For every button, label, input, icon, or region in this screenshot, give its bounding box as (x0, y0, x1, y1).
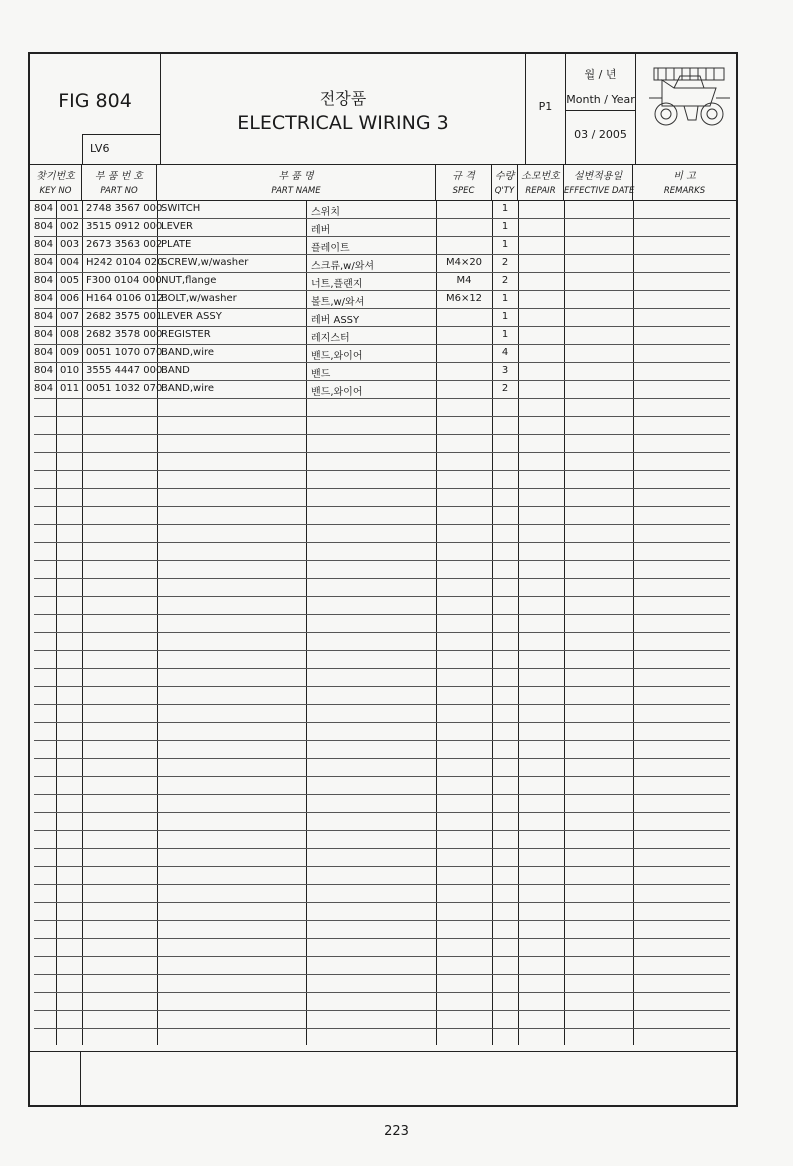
grid-hline (34, 866, 730, 867)
table-row (30, 218, 736, 236)
grid-hline (34, 578, 730, 579)
row-key: 006 (60, 293, 80, 304)
table-row (30, 236, 736, 254)
row-part-no: 2682 3575 001 (86, 311, 163, 322)
row-spec: M6×12 (445, 293, 483, 304)
row-fig: 804 (34, 221, 54, 232)
col-key (30, 164, 82, 200)
row-name-en: BAND (161, 365, 190, 376)
table-row (30, 254, 736, 272)
row-name-ko: 밴드,와이어 (311, 351, 363, 362)
col-name (157, 164, 436, 200)
grid-hline (34, 938, 730, 939)
grid-hline (34, 848, 730, 849)
row-qty: 2 (501, 275, 509, 286)
col-remarks (633, 164, 736, 200)
row-fig: 804 (34, 257, 54, 268)
row-name-ko: 스위치 (311, 207, 340, 218)
date-cell (566, 54, 636, 164)
row-part-no: 3555 4447 000 (86, 365, 163, 376)
col-repair-ko: 소모번호 (521, 171, 560, 182)
row-name-ko: 레지스터 (311, 333, 350, 344)
row-part-no: 2748 3567 000 (86, 203, 163, 214)
column-headers (30, 164, 736, 201)
date-label-english: Month / Year (566, 93, 635, 106)
col-name-ko: 부 품 명 (278, 171, 314, 182)
row-part-no: 2682 3578 000 (86, 329, 163, 340)
grid-hline (34, 902, 730, 903)
row-part-no: 2673 3563 002 (86, 239, 163, 250)
row-qty: 4 (501, 347, 509, 358)
row-name-en: LEVER ASSY (161, 311, 222, 322)
table-row (30, 362, 736, 380)
row-qty: 1 (501, 329, 509, 340)
row-name-ko: 스크류,w/와셔 (311, 261, 375, 272)
col-effective (564, 164, 633, 200)
row-name-ko: 레버 (311, 225, 331, 236)
grid-hline (34, 920, 730, 921)
date-divider (566, 110, 635, 111)
row-name-ko: 레버 ASSY (311, 315, 360, 326)
row-key: 002 (60, 221, 80, 232)
title-english: ELECTRICAL WIRING 3 (237, 112, 449, 134)
row-fig: 804 (34, 329, 54, 340)
row-name-ko: 밴드 (311, 369, 331, 380)
grid-hline (34, 794, 730, 795)
row-fig: 804 (34, 383, 54, 394)
grid-hline (34, 398, 730, 399)
col-eff-ko: 설변적용일 (573, 171, 623, 182)
row-name-en: REGISTER (161, 329, 211, 340)
row-spec: M4×20 (445, 257, 483, 268)
table-row (30, 308, 736, 326)
row-key: 005 (60, 275, 80, 286)
title-korean: 전장품 (319, 89, 367, 108)
row-name-en: BAND,wire (161, 347, 215, 358)
grid-hline (34, 758, 730, 759)
col-repair (518, 164, 564, 200)
row-name-ko: 볼트,w/와셔 (311, 297, 365, 308)
tractor-illustration-icon (644, 58, 734, 138)
col-part-en: PART NO (100, 186, 138, 196)
grid-hline (34, 830, 730, 831)
row-name-en: LEVER (161, 221, 193, 232)
col-rem-en: REMARKS (663, 186, 706, 196)
row-key: 009 (60, 347, 80, 358)
row-part-no: H242 0104 020 (86, 257, 164, 268)
col-rem-ko: 비 고 (673, 171, 696, 182)
row-part-no: 0051 1032 070 (86, 383, 163, 394)
table-row (30, 380, 736, 398)
row-fig: 804 (34, 365, 54, 376)
fig-cell (30, 54, 161, 164)
grid-hline (34, 992, 730, 993)
footer-divider (80, 1052, 81, 1106)
grid-hline (34, 632, 730, 633)
table-row (30, 326, 736, 344)
grid-hline (34, 956, 730, 957)
row-key: 011 (60, 383, 80, 394)
col-spec-ko: 규 격 (452, 171, 475, 182)
row-fig: 804 (34, 347, 54, 358)
row-spec: M4 (456, 275, 472, 286)
row-fig: 804 (34, 293, 54, 304)
fig-number: FIG 804 (58, 90, 132, 112)
table-row (30, 344, 736, 362)
title-cell (161, 54, 526, 164)
row-part-no: 0051 1070 070 (86, 347, 163, 358)
grid-hline (34, 614, 730, 615)
row-key: 003 (60, 239, 80, 250)
footer-box (30, 1051, 736, 1106)
date-label-korean: 월 / 년 (584, 68, 617, 81)
page-cell (526, 54, 566, 164)
row-qty: 1 (501, 203, 509, 214)
row-part-no: H164 0106 012 (86, 293, 164, 304)
grid-hline (34, 1010, 730, 1011)
grid-hline (34, 812, 730, 813)
grid-hline (34, 470, 730, 471)
row-name-en: PLATE (161, 239, 192, 250)
grid-hline (34, 452, 730, 453)
table-row (30, 272, 736, 290)
row-key: 001 (60, 203, 80, 214)
grid-hline (34, 884, 730, 885)
grid-hline (34, 776, 730, 777)
grid-hline (34, 722, 730, 723)
grid-hline (34, 596, 730, 597)
grid-hline (34, 524, 730, 525)
illustration-cell (636, 54, 740, 164)
row-name-en: BAND,wire (161, 383, 215, 394)
col-eff-en: EFFECTIVE DATE (564, 186, 635, 196)
row-qty: 1 (501, 239, 509, 250)
page-label: P1 (538, 100, 553, 113)
row-fig: 804 (34, 239, 54, 250)
col-spec-en: SPEC (452, 186, 475, 196)
grid-hline (34, 1028, 730, 1029)
row-key: 010 (60, 365, 80, 376)
grid-hline (34, 560, 730, 561)
col-qty-en: Q'TY (494, 186, 515, 196)
row-fig: 804 (34, 311, 54, 322)
grid-hline (34, 740, 730, 741)
row-name-ko: 너트,플랜지 (311, 279, 363, 290)
row-name-ko: 플레이트 (311, 243, 350, 254)
row-key: 004 (60, 257, 80, 268)
row-part-no: F300 0104 000 (86, 275, 162, 286)
col-qty-ko: 수량 (494, 171, 515, 182)
col-key-ko: 찾기번호 (36, 171, 75, 182)
grid-hline (34, 542, 730, 543)
grid-hline (34, 650, 730, 651)
col-part-ko: 부 품 번 호 (94, 171, 144, 182)
grid-hline (34, 488, 730, 489)
parts-list-frame (28, 52, 738, 1107)
table-row (30, 200, 736, 218)
row-qty: 2 (501, 383, 509, 394)
header (30, 54, 736, 165)
row-qty: 3 (501, 365, 509, 376)
row-fig: 804 (34, 275, 54, 286)
row-part-no: 3515 0912 000 (86, 221, 163, 232)
col-key-en: KEY NO (39, 186, 72, 196)
row-qty: 2 (501, 257, 509, 268)
row-key: 008 (60, 329, 80, 340)
row-name-en: BOLT,w/washer (161, 293, 237, 304)
grid-hline (34, 686, 730, 687)
row-name-en: NUT,flange (161, 275, 217, 286)
grid-hline (34, 668, 730, 669)
date-value: 03 / 2005 (574, 128, 627, 141)
col-qty (492, 164, 518, 200)
grid-hline (34, 704, 730, 705)
row-key: 007 (60, 311, 80, 322)
col-spec (436, 164, 492, 200)
row-qty: 1 (501, 293, 509, 304)
grid-hline (34, 974, 730, 975)
page-number: 223 (384, 1124, 409, 1139)
grid-hline (34, 434, 730, 435)
row-qty: 1 (501, 221, 509, 232)
row-qty: 1 (501, 311, 509, 322)
row-name-ko: 밴드,와이어 (311, 387, 363, 398)
grid-hline (34, 506, 730, 507)
model-label: LV6 (90, 142, 110, 155)
col-part (82, 164, 157, 200)
row-name-en: SWITCH (161, 203, 201, 214)
grid-hline (34, 416, 730, 417)
col-name-en: PART NAME (271, 186, 321, 196)
col-repair-en: REPAIR (525, 186, 556, 196)
row-fig: 804 (34, 203, 54, 214)
row-name-en: SCREW,w/washer (161, 257, 249, 268)
table-row (30, 290, 736, 308)
